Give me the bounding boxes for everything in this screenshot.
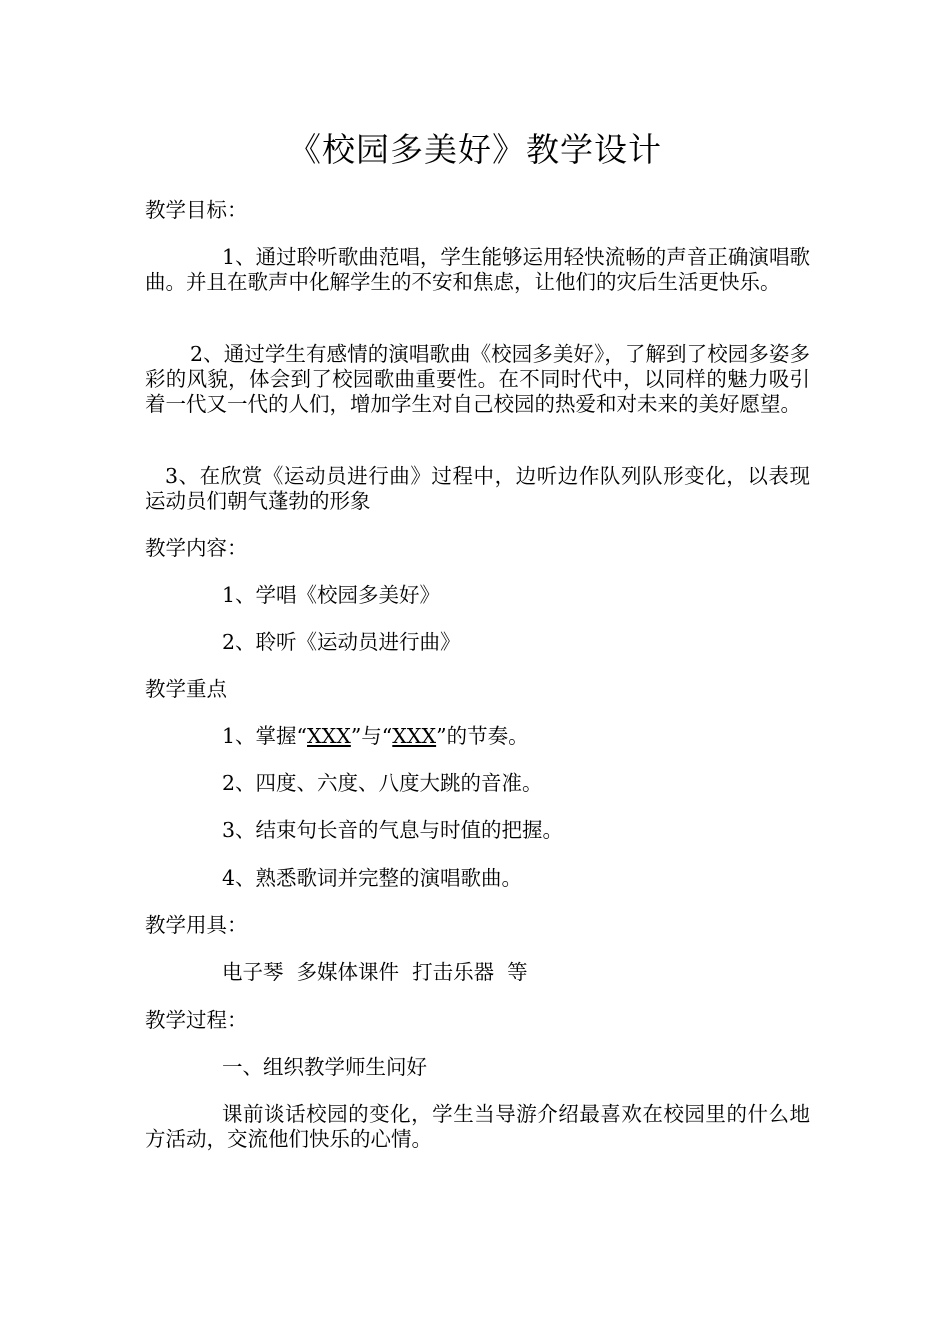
objective-item-1: 1、通过聆听歌曲范唱，学生能够运用轻快流畅的声音正确演唱歌曲。并且在歌声中化解学生的不安和焦虑，让他们的灾后生活更快乐。 <box>145 245 810 294</box>
content-item-1: 1、学唱《校园多美好》 <box>222 583 441 607</box>
key-points-heading: 教学重点 <box>145 677 227 701</box>
key-point-1-prefix: 1、掌握“ <box>222 724 308 748</box>
rhythm-notation-a: XXX <box>307 724 351 748</box>
content-item-2: 2、聆听《运动员进行曲》 <box>222 630 461 654</box>
key-point-item-2: 2、四度、六度、八度大跳的音准。 <box>222 771 543 795</box>
tools-list: 电子琴 多媒体课件 打击乐器 等 <box>222 960 528 984</box>
key-point-item-3: 3、结束句长音的气息与时值的把握。 <box>222 818 564 842</box>
objective-item-3: 3、在欣赏《运动员进行曲》过程中，边听边作队列队形变化，以表现运动员们朝气蓬勃的形象 <box>145 464 810 513</box>
process-step-1: 一、组织教学师生问好 <box>222 1055 427 1079</box>
objectives-heading: 教学目标： <box>145 198 248 222</box>
tools-heading: 教学用具： <box>145 913 248 937</box>
objective-item-2: 2、通过学生有感情的演唱歌曲《校园多美好》，了解到了校园多姿多彩的风貌，体会到了校园歌曲重要性。在不同时代中，以同样的魅力吸引着一代又一代的人们，增加学生对自己校园的热爱和对未来的美好愿望。 <box>145 342 810 416</box>
key-point-item-1 <box>222 724 822 749</box>
key-point-item-4: 4、熟悉歌词并完整的演唱歌曲。 <box>222 866 523 890</box>
key-point-1-suffix: ”的节奏。 <box>436 724 529 748</box>
document-title: 《校园多美好》教学设计 <box>288 130 662 169</box>
rhythm-notation-b: XXX <box>392 724 437 748</box>
process-step-1-text: 课前谈话校园的变化，学生当导游介绍最喜欢在校园里的什么地方活动，交流他们快乐的心情。 <box>145 1102 810 1151</box>
content-heading: 教学内容： <box>145 536 248 560</box>
process-heading: 教学过程： <box>145 1008 248 1032</box>
key-point-1-middle: ”与“ <box>350 724 393 748</box>
